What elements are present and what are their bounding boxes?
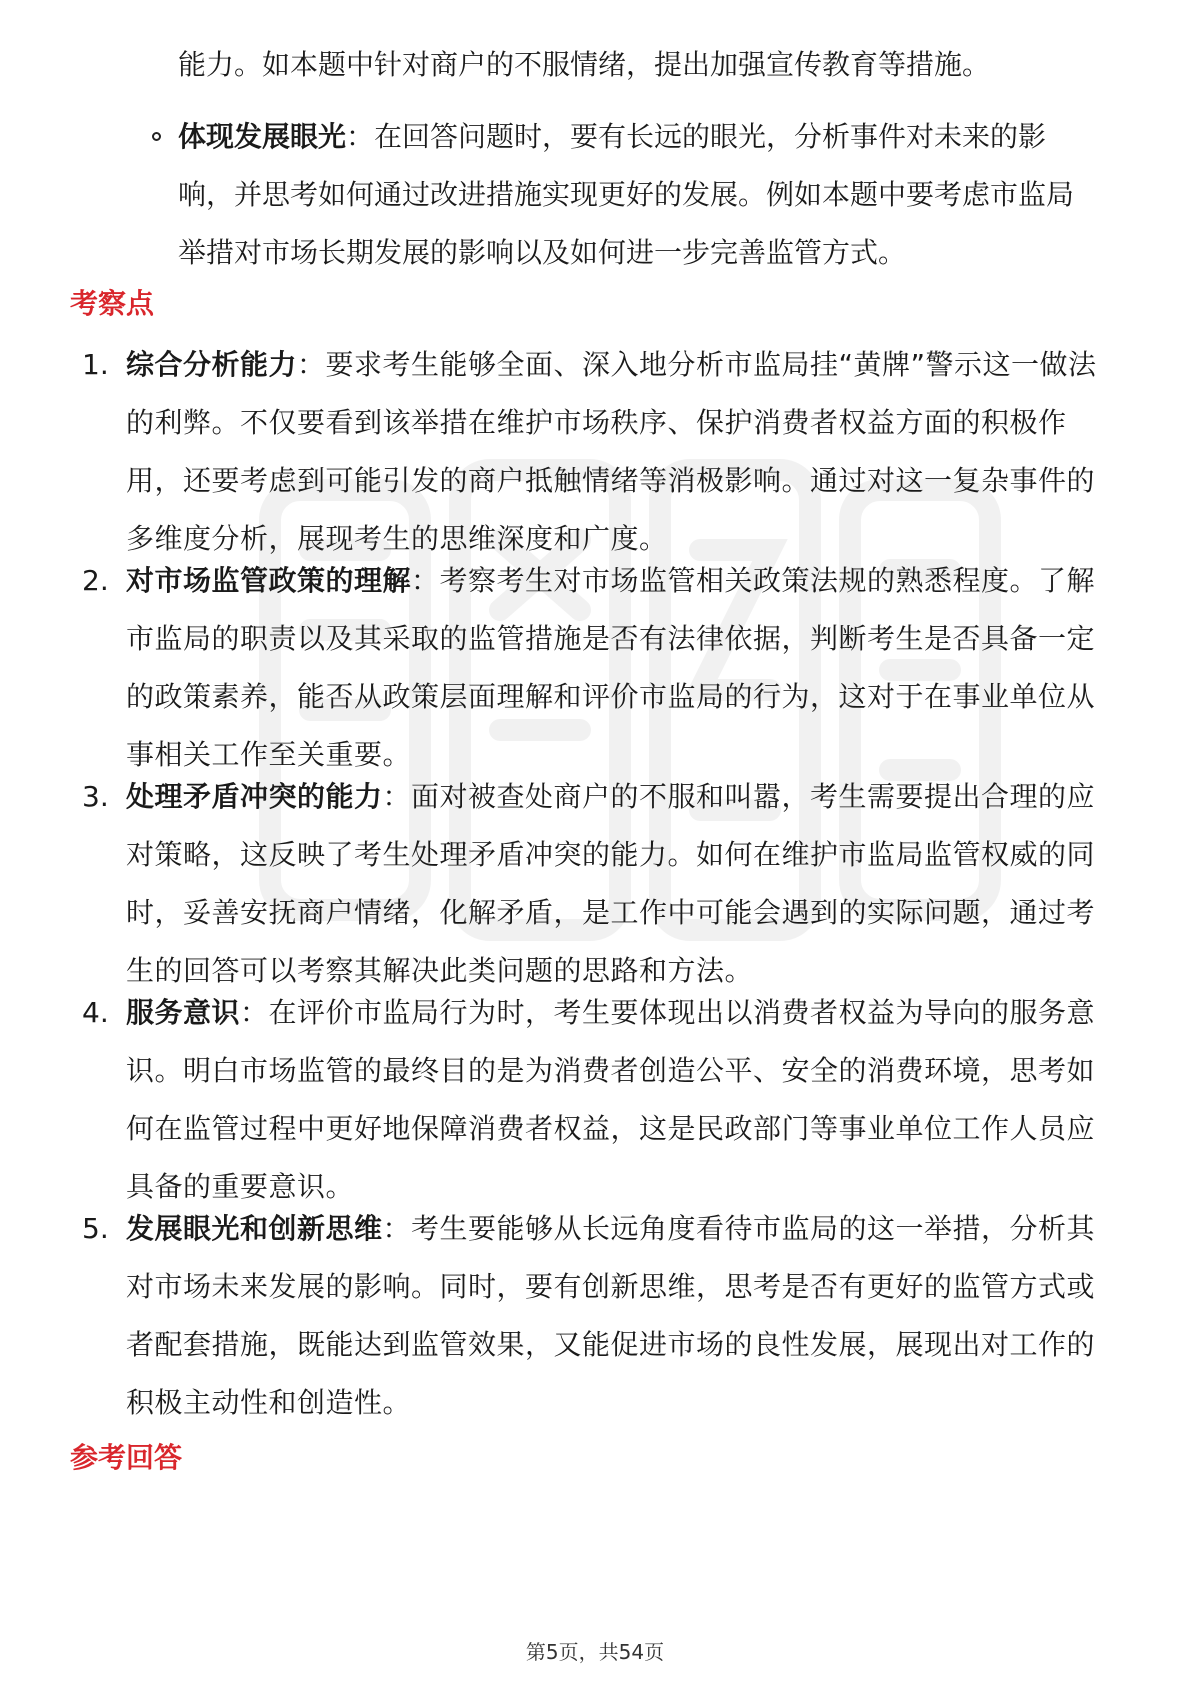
list-item-body — [126, 984, 1111, 1216]
list-item-title: 处理矛盾冲突的能力 — [126, 780, 383, 813]
list-item-sep: ： — [411, 564, 440, 597]
sub-bullet-line3: 举措对市场长期发展的影响以及如何进一步完善监管方式。 — [178, 236, 907, 269]
list-item-number: 3. — [82, 780, 109, 813]
list-item-text: 考察考生对市场监管相关政策法规的熟悉程度。了解市监局的职责以及其采取的监管措施是否有法律依据，判断考生是否具备一定的政策素养，能否从政策层面理解和评价市监局的行为，这对于在事业单位从事相关工作至关重要。 — [126, 564, 1096, 771]
list-item-sep: ： — [297, 348, 326, 381]
list-item-body — [126, 552, 1111, 784]
page-footer: 第5页，共54页 — [525, 1640, 665, 1664]
list-item-title: 对市场监管政策的理解 — [126, 564, 412, 597]
sub-bullet-line1: 在回答问题时，要有长远的眼光，分析事件对未来的影 — [374, 120, 1047, 153]
list-item-title: 综合分析能力 — [126, 348, 298, 381]
list-item-text: 在评价市监局行为时，考生要体现出以消费者权益为导向的服务意识。明白市场监管的最终目的是为消费者创造公平、安全的消费环境，思考如何在监管过程中更好地保障消费者权益，这是民政部门等事业单位工作人员应具备的重要意识。 — [126, 996, 1096, 1203]
hollow-bullet-icon — [152, 132, 161, 141]
list-item-number: 4. — [82, 996, 109, 1029]
intro-continuation: 能力。如本题中针对商户的不服情绪，提出加强宣传教育等措施。 — [178, 48, 991, 81]
list-item-text: 考生要能够从长远角度看待市监局的这一举措，分析其对市场未来发展的影响。同时，要有创新思维，思考是否有更好的监管方式或者配套措施，既能达到监管效果，又能促进市场的良性发展，展现出对工作的积极主动性和创造性。 — [126, 1212, 1096, 1419]
list-item-sep: ： — [382, 1212, 412, 1245]
list-item-text: 要求考生能够全面、深入地分析市监局挂“黄牌”警示这一做法的利弊。不仅要看到该举措在维护市场秩序、保护消费者权益方面的积极作用，还要考虑到可能引发的商户抵触情绪等消极影响。通过对这一复杂事件的多维度分析，展现考生的思维深度和广度。 — [126, 348, 1097, 555]
list-item-title: 发展眼光和创新思维 — [126, 1212, 383, 1245]
list-item-text: 面对被查处商户的不服和叫嚣，考生需要提出合理的应对策略，这反映了考生处理矛盾冲突的能力。如何在维护市监局监管权威的同时，妥善安抚商户情绪，化解矛盾，是工作中可能会遇到的实际问题，通过考生的回答可以考察其解决此类问题的思路和方法。 — [126, 780, 1096, 987]
list-item-body — [126, 1200, 1111, 1432]
list-item-number: 1. — [82, 348, 109, 381]
section-heading-kaochadian: 考察点 — [70, 287, 155, 320]
sub-bullet-text — [178, 108, 1108, 282]
sub-bullet-line2: 响，并思考如何通过改进措施实现更好的发展。例如本题中要考虑市监局 — [178, 178, 1075, 211]
list-item-number: 5. — [82, 1212, 109, 1245]
list-item-number: 2. — [82, 564, 109, 597]
list-item-body — [126, 336, 1111, 568]
sub-bullet-sep: ： — [346, 120, 375, 153]
list-item-sep: ： — [382, 780, 412, 813]
list-item-title: 服务意识 — [126, 996, 241, 1029]
list-item-body — [126, 768, 1111, 1000]
sub-bullet-title: 体现发展眼光 — [178, 120, 347, 153]
section-heading-cankao: 参考回答 — [70, 1441, 183, 1474]
list-item-sep: ： — [240, 996, 269, 1029]
